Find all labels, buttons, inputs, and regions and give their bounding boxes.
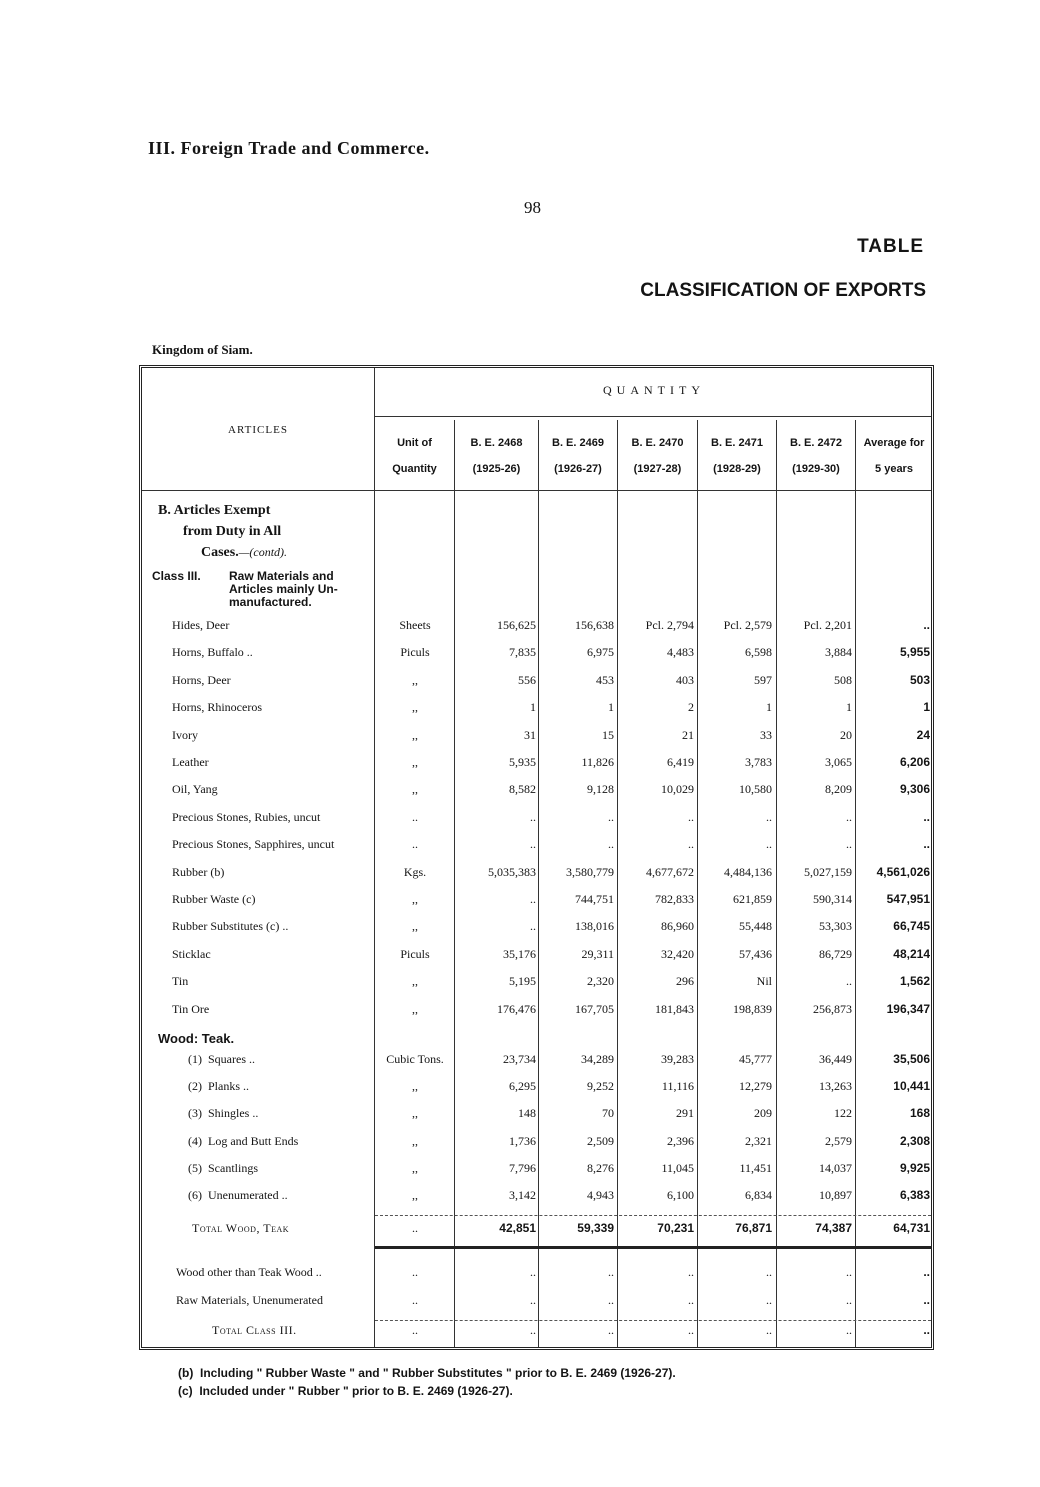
year-label: B. E. 2468 — [470, 437, 523, 449]
row-article: Scantlings — [208, 1160, 258, 1175]
row-value: 20 — [840, 727, 852, 742]
row-value: 12,279 — [739, 1079, 772, 1094]
rule-quantity — [375, 416, 931, 417]
row-value: 10,441 — [893, 1079, 930, 1094]
row-value: 5,935 — [509, 755, 536, 769]
row-value: 590,314 — [813, 892, 852, 906]
row-value: 2 — [688, 700, 694, 715]
total-wood-row-line — [142, 1221, 932, 1247]
year-label: B. E. 2469 — [552, 437, 604, 449]
row-number: (5) — [188, 1160, 202, 1175]
year-header-1 — [455, 430, 538, 482]
footnote-b: (b) Including " Rubber Waste " and " Rubber Substitutes " prior to B. E. 2469 (1926-27). — [178, 1366, 676, 1380]
row-value: 45,777 — [739, 1052, 772, 1066]
row-article: Log and Butt Ends — [208, 1133, 299, 1148]
row-value: Pcl. 2,201 — [803, 618, 852, 632]
row-value: .. — [846, 974, 852, 989]
row-value: 6,419 — [667, 755, 694, 769]
row-number: (4) — [188, 1133, 202, 1148]
row-value: 1 — [608, 700, 614, 715]
row-value: .. — [846, 1265, 852, 1279]
group-line1: B. Articles Exempt — [158, 503, 271, 518]
row-value: 296 — [676, 974, 694, 989]
row-value: 11,451 — [739, 1160, 772, 1175]
row-article: Raw Materials, Unenumerated — [176, 1293, 323, 1307]
row-value: .. — [766, 837, 772, 852]
row-value: 23,734 — [503, 1052, 536, 1066]
table-row — [142, 755, 932, 781]
row-value: 4,943 — [587, 1188, 614, 1202]
row-label — [188, 1188, 392, 1203]
row-value: 59,339 — [577, 1221, 614, 1235]
row-value: 15 — [602, 727, 614, 742]
row-value: 1 — [923, 700, 930, 715]
row-value: 8,209 — [825, 782, 852, 797]
row-value: 6,975 — [587, 645, 614, 660]
table-row — [142, 947, 932, 973]
row-value: .. — [766, 809, 772, 824]
average-header — [856, 430, 932, 482]
row-value: 11,116 — [661, 1079, 694, 1094]
row-value: 1 — [530, 700, 536, 715]
row-value: 508 — [834, 672, 852, 687]
row-value: 156,638 — [575, 618, 614, 632]
row-value: .. — [530, 1323, 536, 1337]
row-value: 6,598 — [745, 645, 772, 660]
row-value: 403 — [676, 672, 694, 687]
row-value: .. — [923, 1265, 930, 1279]
table-label: TABLE — [857, 236, 924, 257]
row-article: Shingles .. — [208, 1106, 259, 1121]
row-unit: Cubic Tons. — [386, 1052, 444, 1066]
table-row — [142, 1188, 932, 1214]
row-article: Oil, Yang — [172, 782, 218, 797]
page-number: 98 — [524, 198, 541, 217]
row-value: 10,029 — [661, 782, 694, 797]
row-article: Wood other than Teak Wood .. — [176, 1265, 322, 1279]
year-header-5 — [777, 430, 855, 482]
class-line2: Articles mainly Un- — [229, 582, 338, 596]
row-value: 36,449 — [819, 1052, 852, 1066]
table-row — [142, 1052, 932, 1078]
row-value: 4,483 — [667, 645, 694, 660]
row-value: .. — [530, 1293, 536, 1307]
row-unit: ,, — [412, 1160, 418, 1175]
row-value: .. — [766, 1265, 772, 1279]
class-line3: manufactured. — [229, 595, 312, 609]
unit-header-line2: Quantity — [392, 463, 437, 475]
row-value: 122 — [834, 1106, 852, 1121]
row-value: 148 — [518, 1106, 536, 1121]
row-value: .. — [688, 1265, 694, 1279]
row-value: 3,142 — [509, 1188, 536, 1202]
row-value: 503 — [909, 672, 930, 687]
table-row — [142, 1134, 932, 1160]
row-article: Squares .. — [208, 1052, 255, 1066]
year-label: B. E. 2472 — [790, 437, 842, 449]
footnote-c: (c) Included under " Rubber " prior to B. E. 2469 (1926-27). — [178, 1384, 513, 1398]
row-value: 9,128 — [587, 782, 614, 797]
table-row — [142, 865, 932, 891]
table-row — [142, 782, 932, 808]
row-unit: ,, — [412, 919, 418, 934]
row-value: 86,729 — [819, 946, 852, 961]
row-value: .. — [530, 919, 536, 934]
row-value: 11,045 — [661, 1160, 694, 1175]
row-value: 86,960 — [661, 919, 694, 934]
row-value: 156,625 — [497, 618, 536, 632]
wood-heading: Wood: Teak. — [158, 1031, 235, 1046]
table-row — [142, 645, 932, 671]
group-cases: Cases. — [201, 545, 239, 560]
row-value: 76,871 — [735, 1221, 772, 1235]
class-heading — [152, 570, 377, 609]
row-unit: .. — [412, 837, 418, 852]
row-value: 1 — [766, 700, 772, 715]
row-value: 597 — [754, 672, 772, 687]
rule-class-total — [375, 1320, 931, 1321]
row-unit: ,, — [412, 974, 418, 989]
row-value: 3,884 — [825, 645, 852, 660]
row-value: 1 — [846, 700, 852, 715]
row-value: 2,509 — [587, 1133, 614, 1148]
row-label — [188, 1161, 392, 1176]
row-value: .. — [688, 809, 694, 824]
year-label: B. E. 2471 — [711, 437, 763, 449]
row-value: 167,705 — [575, 1001, 614, 1016]
row-value: .. — [608, 809, 614, 824]
row-value: 621,859 — [733, 892, 772, 906]
table-row — [142, 1002, 932, 1028]
group-heading — [146, 500, 371, 563]
row-unit: ,, — [412, 1106, 418, 1121]
row-article: Sticklac — [172, 946, 211, 961]
row-value: .. — [923, 809, 930, 824]
row-value: .. — [846, 837, 852, 852]
row-value: 39,283 — [661, 1052, 694, 1066]
rule-total-top — [375, 1215, 931, 1216]
row-value: Pcl. 2,794 — [645, 618, 694, 632]
row-value: .. — [923, 1323, 930, 1337]
table-row — [142, 728, 932, 754]
row-value: 168 — [909, 1106, 930, 1121]
row-value: 10,897 — [819, 1188, 852, 1202]
table-row — [142, 1293, 932, 1319]
row-unit: ,, — [412, 672, 418, 687]
row-value: 70,231 — [657, 1221, 694, 1235]
row-value: 3,783 — [745, 755, 772, 769]
row-value: 33 — [760, 727, 772, 742]
row-label — [188, 1106, 392, 1121]
rule-header — [142, 490, 931, 491]
row-number: (3) — [188, 1106, 202, 1121]
row-value: .. — [766, 1323, 772, 1337]
row-value: 556 — [518, 672, 536, 687]
group-line3 — [146, 542, 371, 563]
kingdom-label: Kingdom of Siam. — [152, 342, 253, 357]
row-value: 4,561,026 — [876, 864, 930, 879]
row-article: Leather — [172, 755, 209, 769]
row-value: .. — [608, 837, 614, 852]
row-article: Hides, Deer — [172, 618, 230, 632]
row-unit: .. — [412, 1293, 418, 1307]
row-value: 6,100 — [667, 1188, 694, 1202]
row-value: 6,295 — [509, 1079, 536, 1094]
row-value: 32,420 — [661, 946, 694, 961]
row-unit: ,, — [412, 1188, 418, 1202]
year-sub: (1927-28) — [633, 463, 682, 475]
row-value: 5,955 — [899, 645, 930, 660]
table-row — [142, 1106, 932, 1132]
row-value: 4,484,136 — [724, 864, 772, 879]
class-label: Class III. — [152, 569, 201, 583]
row-unit: .. — [412, 1323, 418, 1337]
row-value: 9,306 — [899, 782, 930, 797]
row-value: 744,751 — [575, 892, 614, 906]
row-unit: ,, — [412, 1079, 418, 1094]
year-sub: (1926-27) — [554, 463, 602, 475]
row-unit: ,, — [412, 755, 418, 769]
unit-header-line1: Unit of — [397, 437, 432, 449]
row-value: 291 — [676, 1106, 694, 1121]
row-value: 9,925 — [899, 1160, 930, 1175]
row-label — [188, 1052, 392, 1067]
row-value: 21 — [682, 727, 694, 742]
row-value: 70 — [602, 1106, 614, 1121]
year-sub: (1929-30) — [792, 463, 840, 475]
table-row — [142, 618, 932, 644]
row-unit: ,, — [412, 1133, 418, 1148]
table-title: CLASSIFICATION OF EXPORTS — [640, 280, 926, 301]
row-article: Tin Ore — [172, 1001, 210, 1016]
table-row — [142, 892, 932, 918]
row-unit: Piculs — [400, 645, 430, 660]
row-value: 8,276 — [587, 1160, 614, 1175]
row-value: 256,873 — [813, 1001, 852, 1016]
row-value: Pcl. 2,579 — [723, 618, 772, 632]
row-unit: ,, — [412, 892, 418, 906]
row-value: .. — [530, 837, 536, 852]
articles-header: ARTICLES — [228, 424, 288, 436]
row-value: 198,839 — [733, 1001, 772, 1016]
row-value: 138,016 — [575, 919, 614, 934]
row-unit: ,, — [412, 1001, 418, 1016]
row-number: (6) — [188, 1188, 202, 1202]
row-unit: ,, — [412, 727, 418, 742]
row-value: 13,263 — [819, 1079, 852, 1094]
year-header-4 — [698, 430, 776, 482]
row-value: 8,582 — [509, 782, 536, 797]
row-value: .. — [530, 892, 536, 906]
row-value: 6,834 — [745, 1188, 772, 1202]
quantity-header: QUANTITY — [603, 383, 705, 397]
row-value: .. — [688, 1293, 694, 1307]
row-unit: .. — [412, 809, 418, 824]
row-unit: Sheets — [399, 618, 431, 632]
row-value: 66,745 — [893, 919, 930, 934]
row-value: 14,037 — [819, 1160, 852, 1175]
row-value: 35,506 — [893, 1052, 930, 1066]
row-value: 2,396 — [667, 1133, 694, 1148]
table-row — [142, 1079, 932, 1105]
row-value: 11,826 — [581, 755, 614, 769]
row-value: 196,347 — [886, 1001, 930, 1016]
row-unit: .. — [412, 1265, 418, 1279]
row-value: 5,195 — [509, 974, 536, 989]
table-row — [142, 1161, 932, 1187]
row-article: Horns, Rhinoceros — [172, 700, 262, 715]
row-unit: .. — [412, 1221, 418, 1235]
row-value: 453 — [596, 672, 614, 687]
row-value: 74,387 — [815, 1221, 852, 1235]
row-value: 31 — [524, 727, 536, 742]
row-unit: Kgs. — [403, 864, 427, 879]
row-value: 176,476 — [497, 1001, 536, 1016]
row-value: 10,580 — [739, 782, 772, 797]
row-value: 209 — [754, 1106, 772, 1121]
row-value: 5,035,383 — [488, 864, 536, 879]
year-sub: (1925-26) — [472, 463, 521, 475]
row-value: 42,851 — [499, 1221, 536, 1235]
section-heading: III. Foreign Trade and Commerce. — [148, 138, 430, 158]
table-row — [142, 700, 932, 726]
row-value: 53,303 — [819, 919, 852, 934]
row-article: Unenumerated .. — [208, 1188, 288, 1202]
row-unit: ,, — [412, 700, 418, 715]
year-sub: (1928-29) — [713, 463, 761, 475]
row-value: 24 — [916, 727, 930, 742]
row-value: 9,252 — [587, 1079, 614, 1094]
row-value: 55,448 — [739, 919, 772, 934]
unit-header — [375, 430, 454, 482]
table-row — [142, 673, 932, 699]
row-label — [188, 1134, 392, 1149]
row-value: 4,677,672 — [646, 864, 694, 879]
table-row — [142, 810, 932, 836]
row-value: .. — [608, 1265, 614, 1279]
row-value: .. — [530, 1265, 536, 1279]
group-contd: —(contd). — [238, 545, 288, 559]
row-value: 57,436 — [739, 946, 772, 961]
average-header-line2: 5 years — [875, 463, 913, 475]
row-value: 2,579 — [825, 1133, 852, 1148]
row-value: 64,731 — [893, 1221, 930, 1235]
row-value: 181,843 — [655, 1001, 694, 1016]
row-value: 5,027,159 — [804, 864, 852, 879]
row-value: .. — [688, 837, 694, 852]
row-value: 6,383 — [899, 1188, 930, 1202]
row-value: 2,321 — [745, 1133, 772, 1148]
class-line1: Raw Materials and — [229, 569, 334, 583]
row-article: Tin — [172, 974, 189, 989]
year-header-3 — [618, 430, 697, 482]
row-number: (2) — [188, 1079, 202, 1094]
row-value: 35,176 — [503, 946, 536, 961]
row-value: 1,562 — [899, 974, 930, 989]
row-value: 48,214 — [893, 946, 930, 961]
group-line2: from Duty in All — [183, 524, 282, 539]
row-article: Precious Stones, Rubies, uncut — [172, 809, 321, 824]
row-article: Total Wood, Teak — [192, 1221, 290, 1235]
row-number: (1) — [188, 1052, 202, 1066]
row-article: Rubber (b) — [172, 864, 225, 879]
row-value: 1,736 — [509, 1133, 536, 1148]
row-value: Nil — [756, 974, 772, 989]
table-row — [142, 974, 932, 1000]
table-row — [142, 1265, 932, 1291]
row-article: Horns, Deer — [172, 672, 231, 687]
row-value: .. — [766, 1293, 772, 1307]
row-article: Rubber Waste (c) — [172, 892, 256, 906]
row-value: 547,951 — [886, 892, 930, 906]
year-label: B. E. 2470 — [631, 437, 684, 449]
row-value: 6,206 — [899, 755, 930, 769]
row-value: .. — [530, 809, 536, 824]
row-value: 7,796 — [509, 1160, 536, 1175]
row-value: .. — [608, 1293, 614, 1307]
table-row — [142, 837, 932, 863]
row-value: 3,580,779 — [566, 864, 614, 879]
row-value: 29,311 — [581, 946, 614, 961]
row-article: Rubber Substitutes (c) .. — [172, 919, 289, 934]
row-label — [188, 1079, 392, 1094]
row-value: .. — [923, 1293, 930, 1307]
row-value: 782,833 — [655, 892, 694, 906]
row-article: Horns, Buffalo .. — [172, 645, 253, 660]
row-value: .. — [688, 1323, 694, 1337]
row-unit: Piculs — [400, 946, 430, 961]
row-article: Planks .. — [208, 1079, 250, 1094]
average-header-line1: Average for — [863, 437, 925, 449]
row-value: .. — [846, 1323, 852, 1337]
row-value: .. — [846, 1293, 852, 1307]
row-value: 2,320 — [587, 974, 614, 989]
row-value: .. — [923, 837, 930, 852]
year-header-2 — [539, 430, 617, 482]
row-value: .. — [608, 1323, 614, 1337]
row-value: .. — [923, 618, 930, 632]
table-row — [142, 919, 932, 945]
row-article: Total Class III. — [212, 1323, 297, 1337]
row-value: .. — [846, 809, 852, 824]
table-row — [142, 1323, 932, 1349]
row-unit: ,, — [412, 782, 418, 797]
row-article: Ivory — [172, 727, 198, 742]
row-value: 2,308 — [899, 1133, 930, 1148]
row-value: 3,065 — [825, 755, 852, 769]
row-article: Precious Stones, Sapphires, uncut — [172, 837, 335, 852]
row-value: 34,289 — [581, 1052, 614, 1066]
row-value: 7,835 — [509, 645, 536, 660]
